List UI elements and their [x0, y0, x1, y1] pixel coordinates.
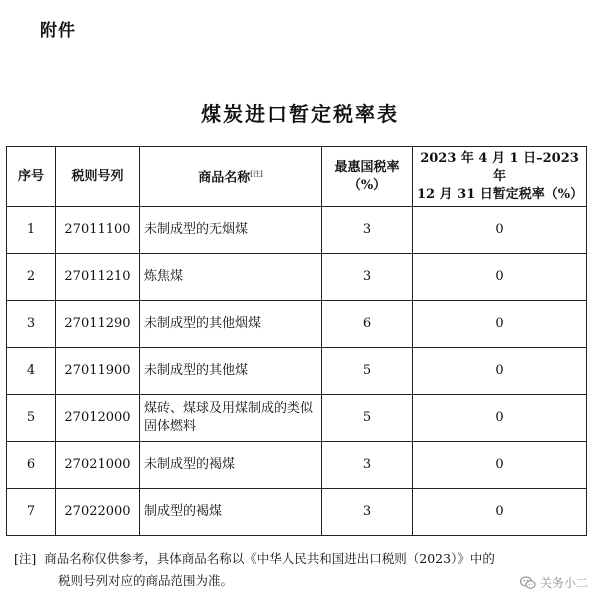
table-row: [7, 348, 587, 395]
cell-temporary-rate: 0: [413, 301, 587, 348]
cell-mfn-rate: 3: [322, 442, 413, 489]
header-seq: 序号: [7, 147, 56, 207]
cell-seq: 2: [7, 254, 56, 301]
cell-temporary-rate: 0: [413, 442, 587, 489]
table-row: [7, 442, 587, 489]
header-code: 税则号列: [56, 147, 140, 207]
cell-mfn-rate: 3: [322, 489, 413, 536]
cell-seq: 6: [7, 442, 56, 489]
cell-temporary-rate: 0: [413, 207, 587, 254]
cell-code: 27011100: [56, 207, 140, 254]
cell-seq: 1: [7, 207, 56, 254]
cell-temporary-rate: 0: [413, 348, 587, 395]
header-temporary-rate: 2023 年 4 月 1 日–2023 年 12 月 31 日暂定税率（%）: [413, 147, 587, 207]
cell-temporary-rate: 0: [413, 395, 587, 442]
cell-code: 27011210: [56, 254, 140, 301]
cell-name: 炼焦煤: [140, 254, 322, 301]
cell-temporary-rate: 0: [413, 489, 587, 536]
cell-seq: 5: [7, 395, 56, 442]
table-row: [7, 395, 587, 442]
cell-name: 制成型的褐煤: [140, 489, 322, 536]
table-header-row: [7, 147, 587, 207]
cell-temporary-rate: 0: [413, 254, 587, 301]
cell-code: 27012000: [56, 395, 140, 442]
footnote-line-2: 税则号列对应的商品范围为准。: [58, 573, 234, 588]
table-row: [7, 489, 587, 536]
cell-seq: 4: [7, 348, 56, 395]
cell-code: 27011900: [56, 348, 140, 395]
watermark: [520, 574, 588, 591]
header-name: 商品名称[注]: [140, 147, 322, 207]
wechat-icon: [520, 576, 536, 590]
cell-mfn-rate: 6: [322, 301, 413, 348]
cell-mfn-rate: 3: [322, 254, 413, 301]
footnote: [14, 548, 584, 592]
cell-mfn-rate: 5: [322, 395, 413, 442]
cell-name: 煤砖、煤球及用煤制成的类似固体燃料: [140, 395, 322, 442]
attachment-label: 附件: [40, 21, 76, 41]
cell-name: 未制成型的其他煤: [140, 348, 322, 395]
cell-mfn-rate: 3: [322, 207, 413, 254]
cell-mfn-rate: 5: [322, 348, 413, 395]
page-title: 煤炭进口暂定税率表: [201, 102, 399, 126]
cell-code: 27011290: [56, 301, 140, 348]
cell-code: 27022000: [56, 489, 140, 536]
cell-seq: 3: [7, 301, 56, 348]
footnote-tag: [注]: [14, 551, 37, 566]
table-row: [7, 301, 587, 348]
cell-code: 27021000: [56, 442, 140, 489]
cell-name: 未制成型的褐煤: [140, 442, 322, 489]
tax-rate-table: [6, 146, 587, 536]
cell-seq: 7: [7, 489, 56, 536]
cell-name: 未制成型的其他烟煤: [140, 301, 322, 348]
note-marker: [注]: [250, 170, 263, 179]
table-row: [7, 207, 587, 254]
footnote-line-1: 商品名称仅供参考，具体商品名称以《中华人民共和国进出口税则（2023）》中的: [44, 551, 495, 566]
header-mfn-rate: 最惠国税率 （%）: [322, 147, 413, 207]
cell-name: 未制成型的无烟煤: [140, 207, 322, 254]
table-row: [7, 254, 587, 301]
watermark-text: 关务小二: [539, 576, 588, 590]
